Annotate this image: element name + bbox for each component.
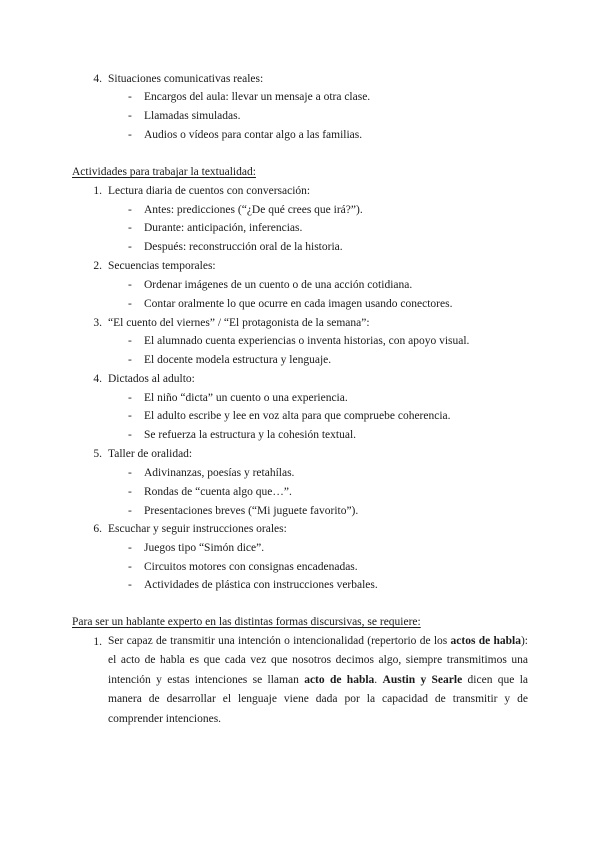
- bold-term: actos de habla: [450, 635, 521, 647]
- bold-term: Austin y Searle: [382, 673, 463, 686]
- dash-bullet: -: [128, 241, 132, 253]
- dash-bullet: -: [128, 129, 132, 141]
- dash-bullet: -: [128, 298, 132, 310]
- dash-bullet: -: [128, 467, 132, 479]
- bullet-text: El niño “dicta” un cuento o una experiencia.: [144, 392, 348, 404]
- paragraph-text: ): el acto de habla es que cada vez que nosotros decimos algo, siempre transmitimos una intención y estas intenciones se llaman: [108, 635, 528, 686]
- dash-bullet: -: [128, 279, 132, 291]
- dash-bullet: -: [128, 354, 132, 366]
- bullet-text: Llamadas simuladas.: [144, 110, 241, 122]
- bold-term: acto de habla: [304, 673, 375, 686]
- bullet-text: Ordenar imágenes de un cuento o de una acción cotidiana.: [144, 279, 413, 291]
- bullet-text: Antes: predicciones (“¿De qué crees que irá?”).: [144, 204, 363, 216]
- item-number: 1.: [93, 185, 102, 197]
- paragraph-text: dicen que la manera de desarrollar el lenguaje viene dada por la capacidad de transmitir y de comprender intenciones.: [108, 673, 529, 725]
- dash-bullet: -: [128, 410, 132, 422]
- bullet-text: El alumnado cuenta experiencias o inventa historias, con apoyo visual.: [144, 335, 470, 347]
- dash-bullet: -: [128, 204, 132, 216]
- item-text: Dictados al adulto:: [108, 373, 195, 385]
- item-number: 3.: [93, 317, 102, 329]
- paragraph-text: Ser capaz de transmitir una intención o intencionalidad (repertorio de los: [108, 635, 451, 647]
- section-heading: Para ser un hablante experto en las distintas formas discursivas, se requiere:: [72, 616, 421, 628]
- bullet-text: Audios o vídeos para contar algo a las familias.: [144, 129, 363, 141]
- dash-bullet: -: [128, 429, 132, 441]
- item-text: Lectura diaria de cuentos con conversación:: [108, 185, 311, 197]
- dash-bullet: -: [128, 222, 132, 234]
- section-heading: Actividades para trabajar la textualidad:: [72, 166, 256, 178]
- bullet-text: Circuitos motores con consignas encadenadas.: [144, 561, 358, 573]
- item-number: 4.: [93, 73, 102, 85]
- dash-bullet: -: [128, 486, 132, 498]
- item-text: Situaciones comunicativas reales:: [108, 73, 264, 85]
- bullet-text: El adulto escribe y lee en voz alta para que compruebe coherencia.: [144, 410, 451, 422]
- bullet-text: Contar oralmente lo que ocurre en cada imagen usando conectores.: [144, 298, 453, 310]
- item-text: Escuchar y seguir instrucciones orales:: [108, 523, 287, 535]
- bullet-text: Actividades de plástica con instrucciones verbales.: [144, 579, 378, 591]
- bullet-text: Se refuerza la estructura y la cohesión textual.: [144, 429, 357, 441]
- dash-bullet: -: [128, 335, 132, 347]
- item-number: 1.: [93, 636, 102, 648]
- bullet-text: El docente modela estructura y lenguaje.: [144, 354, 332, 366]
- bullet-text: Durante: anticipación, inferencias.: [144, 222, 303, 234]
- paragraph: [108, 632, 528, 729]
- item-text: “El cuento del viernes” / “El protagonista de la semana”:: [108, 317, 370, 329]
- bullet-text: Presentaciones breves (“Mi juguete favorito”).: [144, 505, 359, 517]
- dash-bullet: -: [128, 91, 132, 103]
- paragraph-text: .: [374, 673, 383, 686]
- item-number: 2.: [93, 260, 102, 272]
- dash-bullet: -: [128, 579, 132, 591]
- item-text: Taller de oralidad:: [108, 448, 193, 460]
- item-number: 4.: [93, 373, 102, 385]
- item-number: 5.: [93, 448, 102, 460]
- dash-bullet: -: [128, 110, 132, 122]
- bullet-text: Juegos tipo “Simón dice”.: [144, 542, 265, 554]
- dash-bullet: -: [128, 505, 132, 517]
- dash-bullet: -: [128, 561, 132, 573]
- dash-bullet: -: [128, 542, 132, 554]
- item-number: 6.: [93, 523, 102, 535]
- item-text: Secuencias temporales:: [108, 260, 216, 272]
- dash-bullet: -: [128, 392, 132, 404]
- bullet-text: Adivinanzas, poesías y retahílas.: [144, 467, 295, 479]
- bullet-text: Después: reconstrucción oral de la historia.: [144, 241, 343, 253]
- bullet-text: Encargos del aula: llevar un mensaje a otra clase.: [144, 91, 371, 103]
- bullet-text: Rondas de “cuenta algo que…”.: [144, 486, 292, 498]
